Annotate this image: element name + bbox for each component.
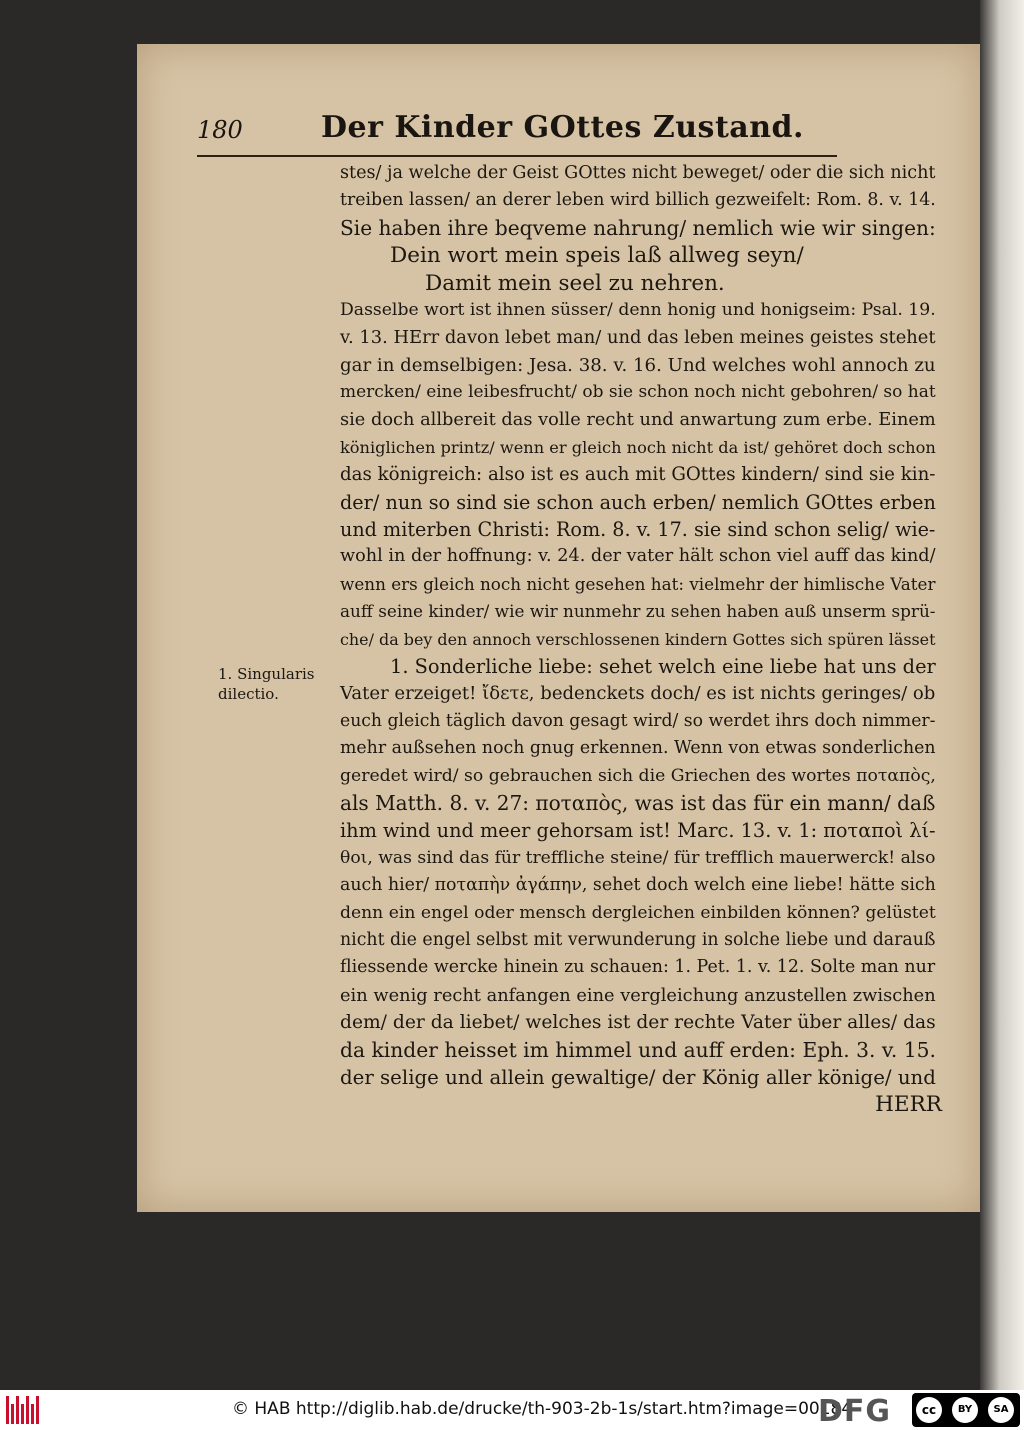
margin-note xyxy=(218,664,338,704)
margin-note-line: 1. Singularis xyxy=(218,665,315,683)
catchword: HERR xyxy=(875,1092,942,1118)
text-line: Dasselbe wort ist ihnen süsser/ denn honig und honigseim: Psal. 19. xyxy=(340,299,936,320)
text-line: geredet wird/ so gebrauchen sich die Griechen des wortes ποταπὸς, xyxy=(340,765,936,786)
text-line: mehr außsehen noch gnug erkennen. Wenn von etwas sonderlichen xyxy=(340,738,936,759)
text-line: mercken/ eine leibesfrucht/ ob sie schon noch nicht gebohren/ so hat xyxy=(340,382,936,403)
text-line: nicht die engel selbst mit verwunderung in solche liebe und darauß xyxy=(340,929,936,950)
text-line: auch hier/ ποταπὴν ἀγάπην, sehet doch welch eine liebe! hätte sich xyxy=(340,875,936,896)
text-line: fliessende wercke hinein zu schauen: 1. Pet. 1. v. 12. Solte man nur xyxy=(340,957,936,978)
verse-line: Damit mein seel zu nehren. xyxy=(425,270,725,296)
text-line: 1. Sonderliche liebe: sehet welch eine liebe hat uns der xyxy=(390,655,936,679)
cc-icon: cc xyxy=(916,1397,942,1423)
footer-bar xyxy=(0,1390,1024,1430)
text-line: dem/ der da liebet/ welches ist der rechte Vater über alles/ das xyxy=(340,1012,936,1034)
text-line: Sie haben ihre beqveme nahrung/ nemlich wie wir singen: xyxy=(340,215,936,240)
dfg-logo: DFG xyxy=(818,1394,892,1429)
cc-license-badge[interactable] xyxy=(912,1393,1020,1427)
text-line: das königreich: also ist es auch mit GOttes kindern/ sind sie kin- xyxy=(340,464,936,486)
running-title: Der Kinder GOttes Zustand. xyxy=(321,110,804,145)
text-line: wenn ers gleich noch nicht gesehen hat: vielmehr der himlische Vater xyxy=(340,573,936,594)
text-line: ihm wind und meer gehorsam ist! Marc. 13. v. 1: ποταποὶ λί- xyxy=(340,819,936,843)
text-line: Vater erzeiget! ἴδετε, bedenckets doch/ es ist nichts geringes/ ob xyxy=(340,683,936,705)
text-line: treiben lassen/ an derer leben wird billich gezweifelt: Rom. 8. v. 14. xyxy=(340,190,936,211)
text-line: da kinder heisset im himmel und auff erden: Eph. 3. v. 15. xyxy=(340,1037,936,1062)
text-line: der/ nun so sind sie schon auch erben/ nemlich GOttes erben xyxy=(340,490,936,514)
text-line: stes/ ja welche der Geist GOttes nicht beweget/ oder die sich nicht xyxy=(340,163,936,183)
text-line: und miterben Christi: Rom. 8. v. 17. sie sind schon selig/ wie- xyxy=(340,518,936,542)
body-text xyxy=(340,160,942,1119)
text-line: ein wenig recht anfangen eine vergleichung anzustellen zwischen xyxy=(340,984,936,1006)
text-line: auff seine kinder/ wie wir nunmehr zu sehen haben auß unserm sprü- xyxy=(340,601,936,622)
source-url[interactable]: © HAB http://diglib.hab.de/drucke/th-903-2b-1s/start.htm?image=00184 xyxy=(232,1399,853,1419)
text-line: gar in demselbigen: Jesa. 38. v. 16. Und welches wohl annoch zu xyxy=(340,354,936,376)
text-line: der selige und allein gewaltige/ der König aller könige/ und xyxy=(340,1065,936,1089)
text-line: denn ein engel oder mensch dergleichen einbilden können? gelüstet xyxy=(340,902,936,923)
page-header xyxy=(197,110,837,158)
margin-note-line: dilectio. xyxy=(218,685,279,703)
page-number: 180 xyxy=(197,116,243,144)
sa-icon: SA xyxy=(988,1397,1014,1423)
text-line: θοι, was sind das für treffliche steine/ für trefflich mauerwerck! also xyxy=(340,847,936,868)
text-line: che/ da bey den annoch verschlossenen kindern Gottes sich spüren lässet xyxy=(340,629,936,649)
book-spine xyxy=(980,0,1024,1390)
verse-line: Dein wort mein speis laß allweg seyn/ xyxy=(390,243,804,269)
text-line: sie doch allbereit das volle recht und anwartung zum erbe. Einem xyxy=(340,409,936,430)
text-line: königlichen printz/ wenn er gleich noch nicht da ist/ gehöret doch schon xyxy=(340,437,936,457)
text-line: wohl in der hoffnung: v. 24. der vater hält schon viel auff das kind/ xyxy=(340,546,936,567)
header-rule xyxy=(197,155,837,157)
by-icon: BY xyxy=(952,1397,978,1423)
text-line: als Matth. 8. v. 27: ποταπὸς, was ist das für ein mann/ daß xyxy=(340,790,936,815)
text-line: euch gleich täglich davon gesagt wird/ so werdet ihrs doch nimmer- xyxy=(340,710,936,731)
text-line: v. 13. HErr davon lebet man/ und das leben meines geistes stehet xyxy=(340,327,936,349)
hab-logo-icon xyxy=(6,1396,40,1424)
